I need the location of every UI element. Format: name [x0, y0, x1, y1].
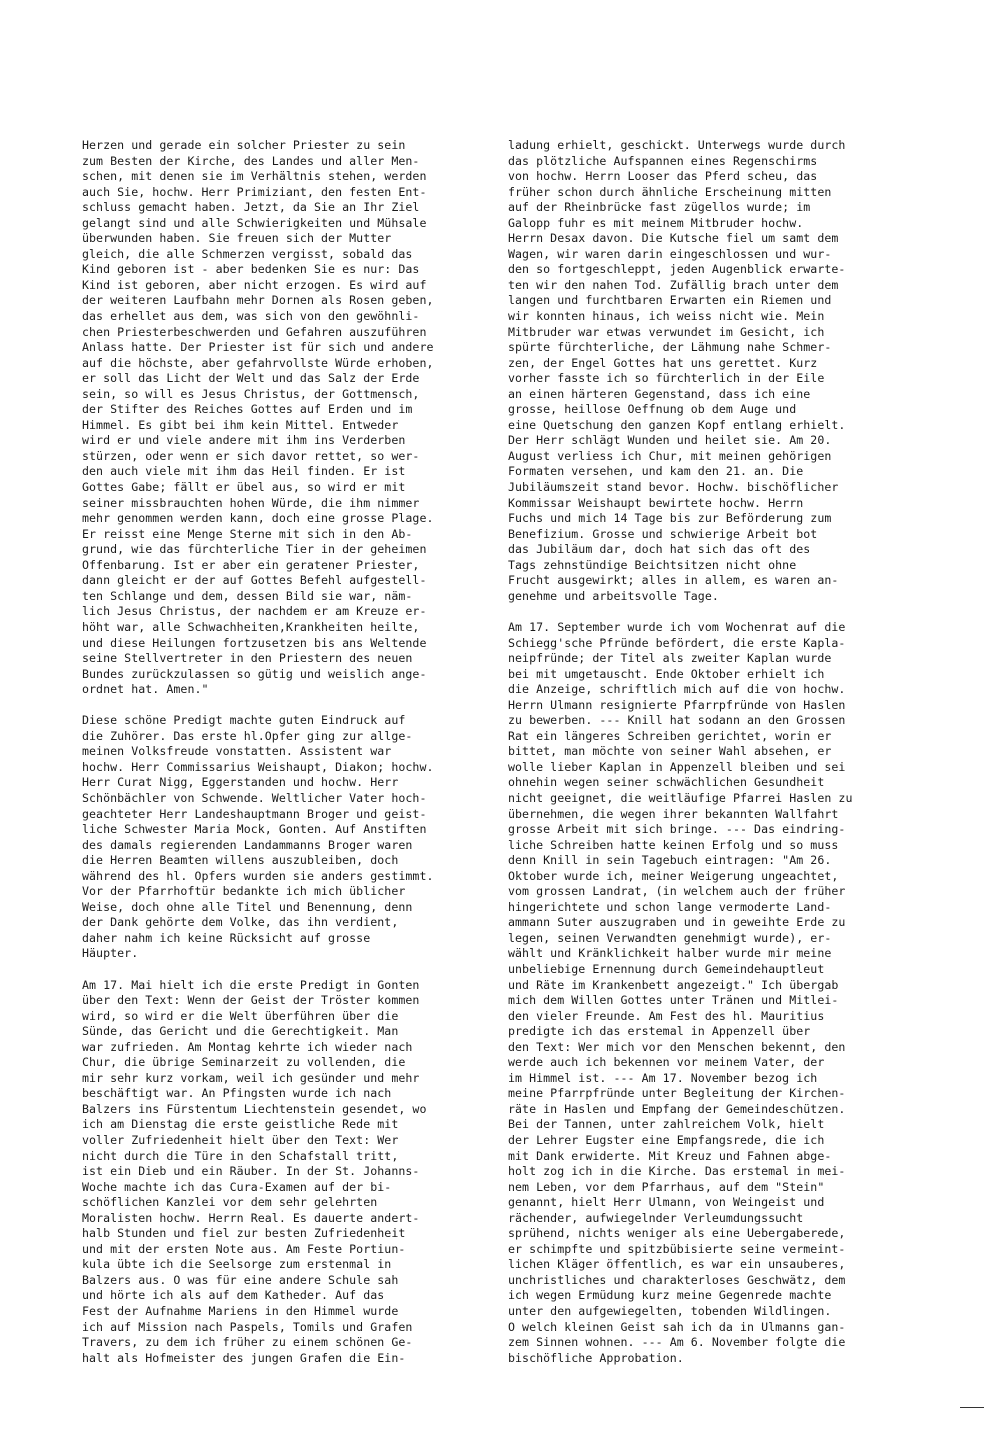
text-line: den vieler Freunde. Am Fest des hl. Mauritius: [508, 1008, 825, 1023]
text-line: und diese Heilungen fortzusetzen bis ans Weltende: [82, 635, 427, 650]
text-line: Mitbruder war etwas verwundet im Gesicht, ich: [508, 324, 825, 339]
text-line: voller Zufriedenheit hielt über den Text: Wer: [82, 1133, 399, 1147]
text-line: Fest der Aufnahme Mariens in den Himmel wurde: [82, 1304, 399, 1319]
text-line: zu bewerben. --- Knill hat sodann an den Grossen: [508, 713, 846, 728]
text-line: wird er und viele andere mit ihm ins Verderben: [82, 433, 406, 448]
text-line: und hörte ich als auf dem Katheder. Auf das: [82, 1288, 385, 1303]
text-line: ten Schlange und dem, dessen Bild sie war, näm-: [82, 588, 413, 603]
text-line: Galopp fuhr es mit meinem Mitbruder hochw.: [508, 215, 804, 230]
text-line: Balzers ins Fürstentum Liechtenstein gesendet, wo: [82, 1101, 427, 1116]
text-line: Chur, die übrige Seminarzeit zu vollenden, die: [82, 1055, 406, 1070]
text-line: die Zuhörer. Das erste hl.Opfer ging zur allge-: [82, 728, 413, 743]
text-line: genehme und arbeitsvolle Tage.: [508, 588, 719, 603]
text-line: sprühend, nichts weniger als eine Uebergaberede,: [508, 1226, 846, 1241]
text-line: wir konnten hinaus, ich weiss nicht wie. Mein: [508, 309, 825, 324]
text-line: während des hl. Opfers wurden sie anders gestimmt.: [82, 868, 434, 883]
text-line: früher schon durch ähnliche Erscheinung mitten: [508, 184, 832, 199]
text-line: Travers, zu dem ich früher zu einem schönen Ge-: [82, 1335, 413, 1350]
text-line: zen, der Engel Gottes hat uns gerettet. Kurz: [508, 355, 818, 370]
text-line: Kind geboren ist - aber bedenken Sie es nur: Das: [82, 262, 420, 277]
text-line: unchristliches und charakterloses Geschwätz, dem: [508, 1272, 846, 1287]
text-line: halb Stunden und fiel zur besten Zufriedenheit: [82, 1226, 406, 1241]
right-text-column: [508, 138, 928, 1382]
text-line: er schimpfte und spitzbübisierte seine vermeint-: [508, 1241, 846, 1256]
text-line: von hochw. Herrn Looser das Pferd scheu, das: [508, 169, 818, 184]
text-line: Am 17. Mai hielt ich die erste Predigt in Gonten: [82, 977, 420, 992]
text-line: Tags zehnstündige Beichtsitzen nicht ohne: [508, 557, 797, 572]
left-text-column: [82, 138, 502, 1382]
text-line: das Jubiläum dar, doch hat sich das oft des: [508, 542, 811, 557]
text-line: gelangt sind und alle Schwierigkeiten und Mühsale: [82, 215, 427, 230]
text-line: O welch kleinen Geist sah ich da in Ulmanns gan-: [508, 1319, 846, 1334]
text-line: schöflichen Kanzlei vor dem sehr gelehrten: [82, 1195, 378, 1210]
text-line: beschäftigt war. An Pfingsten wurde ich nach: [82, 1086, 392, 1101]
text-line: unbeliebige Ernennung durch Gemeindehauptleut: [508, 961, 825, 976]
text-line: und mit der ersten Note aus. Am Feste Portiun-: [82, 1241, 406, 1256]
text-line: Diese schöne Predigt machte guten Eindruck auf: [82, 713, 406, 728]
text-line: Kommissar Weishaupt bewirtete hochw. Herrn: [508, 495, 804, 510]
text-line: seine Stellvertreter in den Priestern des neuen: [82, 651, 413, 666]
text-line: legen, seinen Verwandten genehmigt wurde), er-: [508, 930, 832, 945]
text-line: wolle lieber Kaplan in Appenzell bleiben und sei: [508, 759, 846, 774]
text-line: wählt und Kränklichkeit halber wurde mir meine: [508, 946, 832, 961]
text-line: werde auch ich bekennen vor meinem Vater, der: [508, 1055, 825, 1070]
text-line: bittet, man möchte von seiner Wahl absehen, er: [508, 744, 832, 759]
text-line: Fuchs und mich 14 Tage bis zur Beförderung zum: [508, 511, 832, 526]
text-line: Oktober wurde ich, meiner Weigerung ungeachtet,: [508, 868, 839, 883]
text-line: der Dank gehörte dem Volke, das ihn verdient,: [82, 915, 399, 930]
text-line: vom grossen Landrat, (in welchem auch der früher: [508, 884, 846, 899]
text-line: Herr Curat Nigg, Eggerstanden und hochw. Herr: [82, 775, 399, 790]
text-line: ich am Dienstag die erste geistliche Rede mit: [82, 1117, 399, 1132]
text-line: Er reisst eine Menge Sterne mit sich in den Ab-: [82, 526, 413, 541]
text-line: der Stifter des Reiches Gottes auf Erden und im: [82, 402, 413, 417]
text-line: Vor der Pfarrhoftür bedankte ich mich üblicher: [82, 884, 406, 899]
text-line: genannt, hielt Herr Ulmann, von Weingeist und: [508, 1195, 825, 1210]
text-line: bei mit umgetauscht. Ende Oktober erhielt ich: [508, 666, 825, 681]
text-line: Anlass hatte. Der Priester ist für sich und andere: [82, 340, 434, 355]
text-line: meine Pfarrpfründe unter Begleitung der Kirchen-: [508, 1086, 846, 1101]
paragraph: [82, 978, 502, 1367]
text-line: mit Dank erwiderte. Mit Kreuz und Fahnen abge-: [508, 1148, 832, 1163]
text-line: im Himmel ist. --- Am 17. November bezog ich: [508, 1070, 818, 1085]
text-line: neipfründe; der Titel als zweiter Kaplan wurde: [508, 651, 832, 666]
text-line: chen Priesterbeschwerden und Gefahren auszuführen: [82, 324, 427, 339]
text-line: langen und furchtbaren Erwarten ein Riemen und: [508, 293, 832, 308]
text-line: denn Knill in sein Tagebuch eintragen: "Am 26.: [508, 853, 832, 868]
text-line: Rat ein längeres Schreiben gerichtet, worin er: [508, 728, 832, 743]
text-line: den Text: Wer mich vor den Menschen bekennt, den: [508, 1039, 846, 1054]
text-line: Schönbächler von Schwende. Weltlicher Vater hoch-: [82, 790, 427, 805]
text-line: predigte ich das erstemal in Appenzell über: [508, 1024, 811, 1039]
text-line: Bei der Tannen, unter zahlreichem Volk, hielt: [508, 1117, 825, 1132]
text-line: auf der Rheinbrücke fast zügellos wurde; im: [508, 200, 811, 215]
text-line: Herrn Ulmann resignierte Pfarrpfründe von Haslen: [508, 697, 846, 712]
text-line: liche Schwester Maria Mock, Gonten. Auf Anstiften: [82, 822, 427, 837]
text-line: ordnet hat. Amen.": [82, 682, 209, 697]
text-line: eine Quetschung den ganzen Kopf entlang erhielt.: [508, 417, 846, 432]
text-line: spürte fürchterliche, der Lähmung nahe Schmer-: [508, 340, 832, 355]
text-line: Häupter.: [82, 946, 139, 961]
text-line: auch Sie, hochw. Herr Primiziant, den festen Ent-: [82, 184, 427, 199]
text-line: Am 17. September wurde ich vom Wochenrat auf die: [508, 619, 846, 634]
text-line: Sünde, das Gericht und die Gerechtigkeit. Man: [82, 1024, 399, 1039]
text-line: Formaten versehen, und kam den 21. an. Die: [508, 464, 804, 479]
text-line: halt als Hofmeister des jungen Grafen die Ein-: [82, 1350, 406, 1365]
text-line: Balzers aus. O was für eine andere Schule sah: [82, 1272, 399, 1287]
text-line: geachteter Herr Landeshauptmann Broger und geist-: [82, 806, 427, 821]
text-line: Offenbarung. Ist er aber ein geratener Priester,: [82, 557, 420, 572]
text-line: vorher fasste ich so fürchterlich in der Eile: [508, 371, 825, 386]
text-line: August verliess ich Chur, mit meinen gehörigen: [508, 448, 832, 463]
text-line: des damals regierenden Landammanns Broger waren: [82, 837, 413, 852]
text-line: mir sehr kurz vorkam, weil ich gesünder und mehr: [82, 1070, 420, 1085]
text-line: das plötzliche Aufspannen eines Regenschirms: [508, 153, 818, 168]
text-line: hingerichtete und schon lange vermoderte Land-: [508, 899, 832, 914]
text-line: bischöfliche Approbation.: [508, 1350, 684, 1365]
text-line: grosse Arbeit mit sich bringe. --- Das eindring-: [508, 822, 846, 837]
text-line: Wagen, wir waren darin eingeschlossen und wur-: [508, 246, 832, 261]
text-line: mich dem Willen Gottes unter Tränen und Mitlei-: [508, 993, 839, 1008]
text-line: den so fortgeschleppt, jeden Augenblick erwarte-: [508, 262, 846, 277]
text-line: zum Besten der Kirche, des Landes und aller Men-: [82, 153, 420, 168]
text-line: meinen Volksfreude vonstatten. Assistent war: [82, 744, 392, 759]
text-line: grund, wie das fürchterliche Tier in der geheimen: [82, 542, 427, 557]
text-line: Weise, doch ohne alle Titel und Benennung, denn: [82, 899, 413, 914]
text-line: höht war, alle Schwachheiten,Krankheiten heilte,: [82, 619, 420, 634]
text-line: auf die höchste, aber gefahrvollste Würde erhoben,: [82, 355, 434, 370]
text-line: ich auf Mission nach Paspels, Tomils und Grafen: [82, 1319, 413, 1334]
text-line: überwunden haben. Sie freuen sich der Mutter: [82, 231, 392, 246]
text-line: der Lehrer Eugster eine Empfangsrede, die ich: [508, 1133, 825, 1147]
text-line: an einen härteren Gegenstand, dass ich eine: [508, 386, 811, 401]
text-line: die Anzeige, schriftlich mich auf die von hochw.: [508, 682, 846, 697]
text-line: räte in Haslen und Empfang der Gemeindeschützen.: [508, 1101, 846, 1116]
text-line: er soll das Licht der Welt und das Salz der Erde: [82, 371, 420, 386]
text-line: Der Herr schlägt Wunden und heilet sie. Am 20.: [508, 433, 832, 448]
text-line: stürzen, oder wenn er sich davor rettet, so wer-: [82, 448, 420, 463]
text-line: ist ein Dieb und ein Räuber. In der St. Johanns-: [82, 1164, 420, 1179]
text-line: schluss gemacht haben. Jetzt, da Sie an Ihr Ziel: [82, 200, 420, 215]
text-line: mehr genommen werden kann, doch eine grosse Plage.: [82, 511, 434, 526]
text-line: Kind ist geboren, aber nicht erzogen. Es wird auf: [82, 277, 427, 292]
text-line: Himmel. Es gibt bei ihm kein Mittel. Entweder: [82, 417, 399, 432]
text-line: die Herren Beamten willens auszubleiben, doch: [82, 853, 399, 868]
text-line: daher nahm ich keine Rücksicht auf grosse: [82, 930, 371, 945]
text-line: dann gleicht er der auf Gottes Befehl aufgestell-: [82, 573, 427, 588]
text-line: nicht durch die Türe in den Schafstall tritt,: [82, 1148, 399, 1163]
text-line: kula übte ich die Seelsorge zum erstenmal in: [82, 1257, 392, 1272]
text-line: Frucht ausgewirkt; alles in allem, es waren an-: [508, 573, 839, 588]
text-line: ich wegen Ermüdung kurz meine Gegenrede machte: [508, 1288, 832, 1303]
text-line: das erhellet aus dem, was sich von den gewöhnli-: [82, 309, 420, 324]
text-line: sein, so will es Jesus Christus, der Gottmensch,: [82, 386, 420, 401]
text-line: Benefizium. Grosse und schwierige Arbeit bot: [508, 526, 818, 541]
text-line: zem Sinnen wohnen. --- Am 6. November folgte die: [508, 1335, 846, 1350]
text-line: der weiteren Laufbahn mehr Dornen als Rosen geben,: [82, 293, 434, 308]
paragraph: [508, 620, 928, 1366]
text-line: unter den aufgewiegelten, tobenden Wildlingen.: [508, 1304, 832, 1319]
text-line: den auch viele mit ihm das Heil finden. Er ist: [82, 464, 406, 479]
text-line: schen, mit denen sie im Verhältnis stehen, werden: [82, 169, 427, 184]
text-line: übernehmen, die wegen ihrer bekannten Wallfahrt: [508, 806, 839, 821]
text-line: liche Schreiben hatte keinen Erfolg und so muss: [508, 837, 839, 852]
text-line: ten wir den nahen Tod. Zufällig brach unter dem: [508, 277, 839, 292]
text-line: Gottes Gabe; fällt er übel aus, so wird er mit: [82, 480, 406, 495]
text-line: holt zog ich in die Kirche. Das erstemal in mei-: [508, 1164, 846, 1179]
text-line: war zufrieden. Am Montag kehrte ich wieder nach: [82, 1039, 413, 1054]
text-line: über den Text: Wenn der Geist der Tröster kommen: [82, 993, 420, 1008]
text-line: nem Leben, vor dem Pfarrhaus, auf dem "Stein": [508, 1179, 825, 1194]
paragraph: [82, 713, 502, 962]
text-line: Moralisten hochw. Herrn Real. Es dauerte andert-: [82, 1210, 420, 1225]
text-line: gleich, die alle Schmerzen vergisst, sobald das: [82, 246, 413, 261]
text-line: Herrn Desax davon. Die Kutsche fiel um samt dem: [508, 231, 839, 246]
text-line: Herzen und gerade ein solcher Priester zu sein: [82, 138, 406, 152]
text-line: und Räte im Krankenbett angezeigt." Ich übergab: [508, 977, 839, 992]
text-line: wird, so wird er die Welt überführen über die: [82, 1008, 399, 1023]
paragraph: [508, 138, 928, 604]
text-line: grosse, heillose Oeffnung ob dem Auge und: [508, 402, 797, 417]
page-edge-mark: [960, 1407, 984, 1408]
text-line: lich Jesus Christus, der nachdem er am Kreuze er-: [82, 604, 427, 619]
text-line: Jubiläumszeit stand bevor. Hochw. bischöflicher: [508, 480, 839, 495]
paragraph: [82, 138, 502, 698]
text-line: ammann Suter auszugraben und in geweihte Erde zu: [508, 915, 846, 930]
text-line: Schiegg'sche Pfründe befördert, die erste Kapla-: [508, 635, 846, 650]
text-line: Bundes zurückzulassen so gütig und weislich ange-: [82, 666, 427, 681]
text-line: seiner missbrauchten hohen Würde, die ihm nimmer: [82, 495, 420, 510]
text-line: hochw. Herr Commissarius Weishaupt, Diakon; hochw.: [82, 759, 434, 774]
text-line: rächender, aufwiegelnder Verleumdungssucht: [508, 1210, 804, 1225]
text-line: lichen Kläger öffentlich, es war ein unsauberes,: [508, 1257, 846, 1272]
text-line: ladung erhielt, geschickt. Unterwegs wurde durch: [508, 138, 846, 152]
text-line: ohnehin wegen seiner schwächlichen Gesundheit: [508, 775, 825, 790]
text-line: Woche machte ich das Cura-Examen auf der bi-: [82, 1179, 392, 1194]
text-line: nicht geeignet, die weitläufige Pfarrei Haslen zu: [508, 790, 853, 805]
